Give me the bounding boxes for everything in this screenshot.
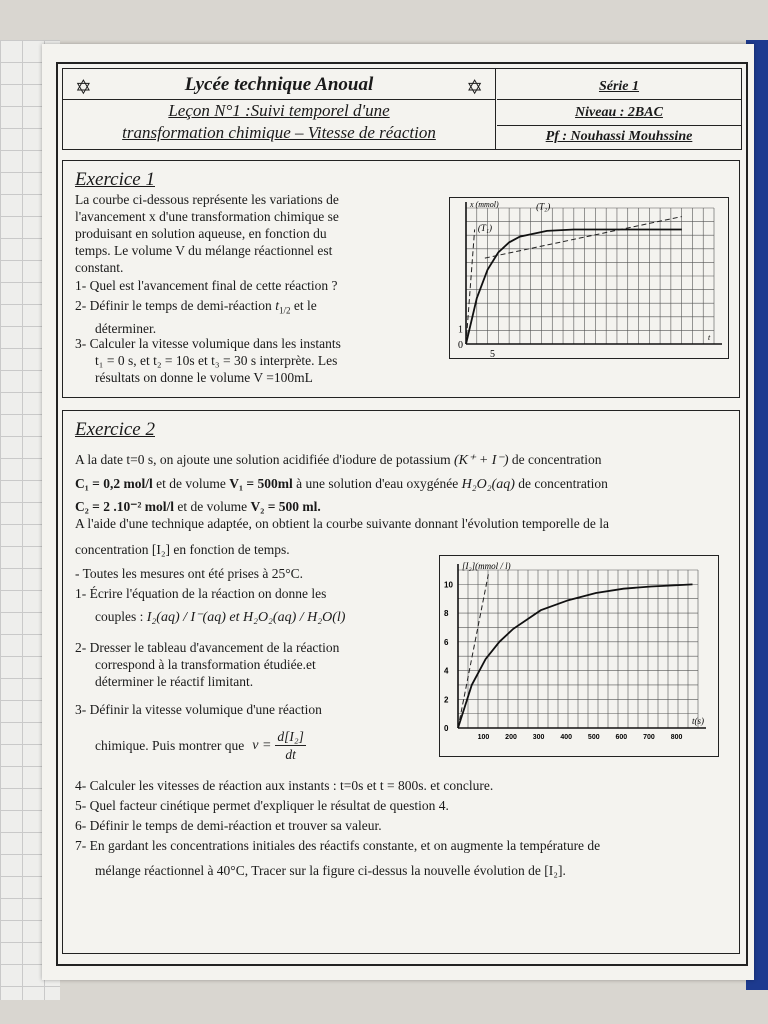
worksheet-page [42,44,754,980]
kplus-iminus-formula: (K⁺ + I⁻) [453,453,509,468]
fraction-denominator: dt [285,747,296,762]
x-tick-label: 5 [489,349,495,358]
q2-symbol-sub: 1/2 [278,305,291,316]
velocity-fraction [275,728,305,763]
q1-couples-label: couples : [95,609,144,624]
q3-line3: résultats on donne le volume V =100mL [95,370,313,385]
ex2-question-5: 5- Quel facteur cinétique permet d'expliquer le résultat de question 4. [75,798,449,813]
intro-line: produisant en solution aqueuse, en fonction du [75,226,327,241]
tangent-line [485,217,682,259]
tangent-line [458,574,488,728]
ex2-line-5: concentration [I₂] en fonction de temps. [75,542,290,557]
exercise-1-intro [75,191,339,276]
school-cell [63,71,495,100]
velocity-symbol: v = [252,738,272,753]
q2-text: 2- Définir le temps de demi-réaction [75,298,272,313]
serie-label: Série 1 [497,75,741,100]
exercise-1 [62,160,740,398]
iodine-concentration-graph [439,555,719,757]
q1-line1: 1- Écrire l'équation de la réaction on donne les [75,586,327,601]
ex2-line-6: - Toutes les mesures ont été prises à 25°C. [75,566,304,581]
header-table [62,68,742,150]
ex1-question-1: 1- Quel est l'avancement final de cette réaction ? [75,278,338,293]
tangent-label: (T₁) [477,222,493,233]
y-axis-label: x (mmol) [470,200,499,209]
x-axis-label: t(s) [692,716,704,726]
x-tick-label: 600 [615,734,628,741]
y-tick-label: 2 [444,695,449,705]
line2-end: à une solution d'eau oxygénée [296,476,459,491]
lesson-title-line2: transformation chimique – Vitesse de réaction [122,123,436,142]
q2-line2: correspond à la transformation étudiée.et [95,657,316,672]
y-tick-label: 1 [458,324,463,336]
y-tick-label: 8 [444,609,449,619]
ex2-line-2 [75,475,608,493]
q2-text-line2: déterminer. [95,320,157,336]
q2-line1: 2- Dresser le tableau d'avancement de la réaction [75,640,340,655]
ex2-question-1 [75,585,345,626]
q7-line2: mélange réactionnel à 40°C, Tracer sur la figure ci-dessus la nouvelle évolution de [I₂]. [95,863,566,878]
q3-text: chimique. Puis montrer que [95,738,245,753]
y-axis-label: [I₂](mmol / l) [462,561,511,571]
c2-value: C₂ = 2 .10⁻² mol/l [75,499,175,514]
x-tick-label: 200 [505,734,517,741]
page-frame [56,62,748,966]
ex2-line-3 [75,498,321,515]
ex2-question-6: 6- Définir le temps de demi-réaction et trouver sa valeur. [75,818,382,833]
ex2-question-3 [75,701,322,763]
exercise-1-title: Exercice 1 [75,169,155,190]
x-tick-label: 400 [560,734,573,741]
exercise-2 [62,410,740,954]
q3-line1: 3- Définir la vitesse volumique d'une réaction [75,702,322,717]
y-tick-label: 6 [444,637,449,647]
q7-line1: 7- En gardant les concentrations initiales des réactifs constante, et on augmente la température de [75,838,601,853]
level-label: Niveau : 2BAC [497,101,741,126]
y-tick-label: 4 [444,666,449,676]
exercise-2-title: Exercice 2 [75,419,155,440]
star-icon: ✡ [75,77,92,99]
v1-value: V₁ = 500ml [229,476,293,491]
q3-line2 [75,728,322,763]
header-right [497,69,741,149]
ex2-line-4: A l'aide d'une technique adaptée, on obtient la courbe suivante donnant l'évolution temporelle de la [75,516,610,531]
avancement-chart-svg [450,198,728,358]
star-icon: ✡ [466,77,483,99]
q2-symbol: t [275,298,279,313]
q3-line1: 3- Calculer la vitesse volumique dans les instants [75,336,341,351]
line2-end2: de concentration [518,476,608,491]
ex1-question-2 [75,297,317,337]
intro-line: La courbe ci-dessous représente les variations de [75,192,339,207]
x-tick-label: 100 [477,734,490,741]
line2-mid: et de volume [156,476,226,491]
iodine-chart-svg [440,556,718,756]
x-tick-label: 500 [587,734,600,741]
intro-line: l'avancement x d'une transformation chimique se [75,209,339,224]
y-tick-label: 0 [458,340,463,351]
q2-line3: déterminer le réactif limitant. [95,674,254,689]
school-name: Lycée technique Anoual [184,74,374,95]
q3-line2: t₁ = 0 s, et t₂ = 10s et t₃ = 30 s interprète. Les [95,353,338,368]
line1-end: de concentration [511,452,602,467]
x-axis-label: t [708,333,711,342]
intro-line: constant. [75,260,124,275]
ex2-line-1 [75,451,602,469]
avancement-graph [449,197,729,359]
intro-line: temps. Le volume V du mélange réactionnel est [75,243,333,258]
q1-line2 [75,608,345,626]
ex2-question-4: 4- Calculer les vitesses de réaction aux instants : t=0s et t = 800s. et conclure. [75,778,494,793]
v2-value: V₂ = 500 ml. [250,499,321,514]
ex2-question-2 [75,639,339,690]
header-left [63,69,496,149]
line1-text: A la date t=0 s, on ajoute une solution acidifiée d'iodure de potassium [75,452,451,467]
x-tick-label: 700 [643,734,655,741]
y-tick-label: 0 [444,724,449,733]
x-tick-label: 800 [670,734,683,741]
line3-mid: et de volume [177,499,248,514]
q2-text-end: et le [293,298,317,313]
fraction-numerator: d[I₂] [277,729,304,744]
x-tick-label: 300 [532,734,545,741]
h2o2-formula: H₂O₂(aq) [461,477,515,492]
ex1-question-3 [75,335,341,386]
redox-couples: I₂(aq) / I⁻(aq) et H₂O₂(aq) / H₂O(l) [146,610,346,625]
c1-value: C₁ = 0,2 mol/l [75,476,153,491]
tangent-label: (T₂) [536,201,551,212]
lesson-title-line1: Leçon N°1 :Suivi temporel d'une [168,101,390,120]
ex2-question-7 [75,837,600,879]
y-tick-label: 10 [444,580,453,590]
professor-label: Pf : Nouhassi Mouhssine [545,129,693,144]
